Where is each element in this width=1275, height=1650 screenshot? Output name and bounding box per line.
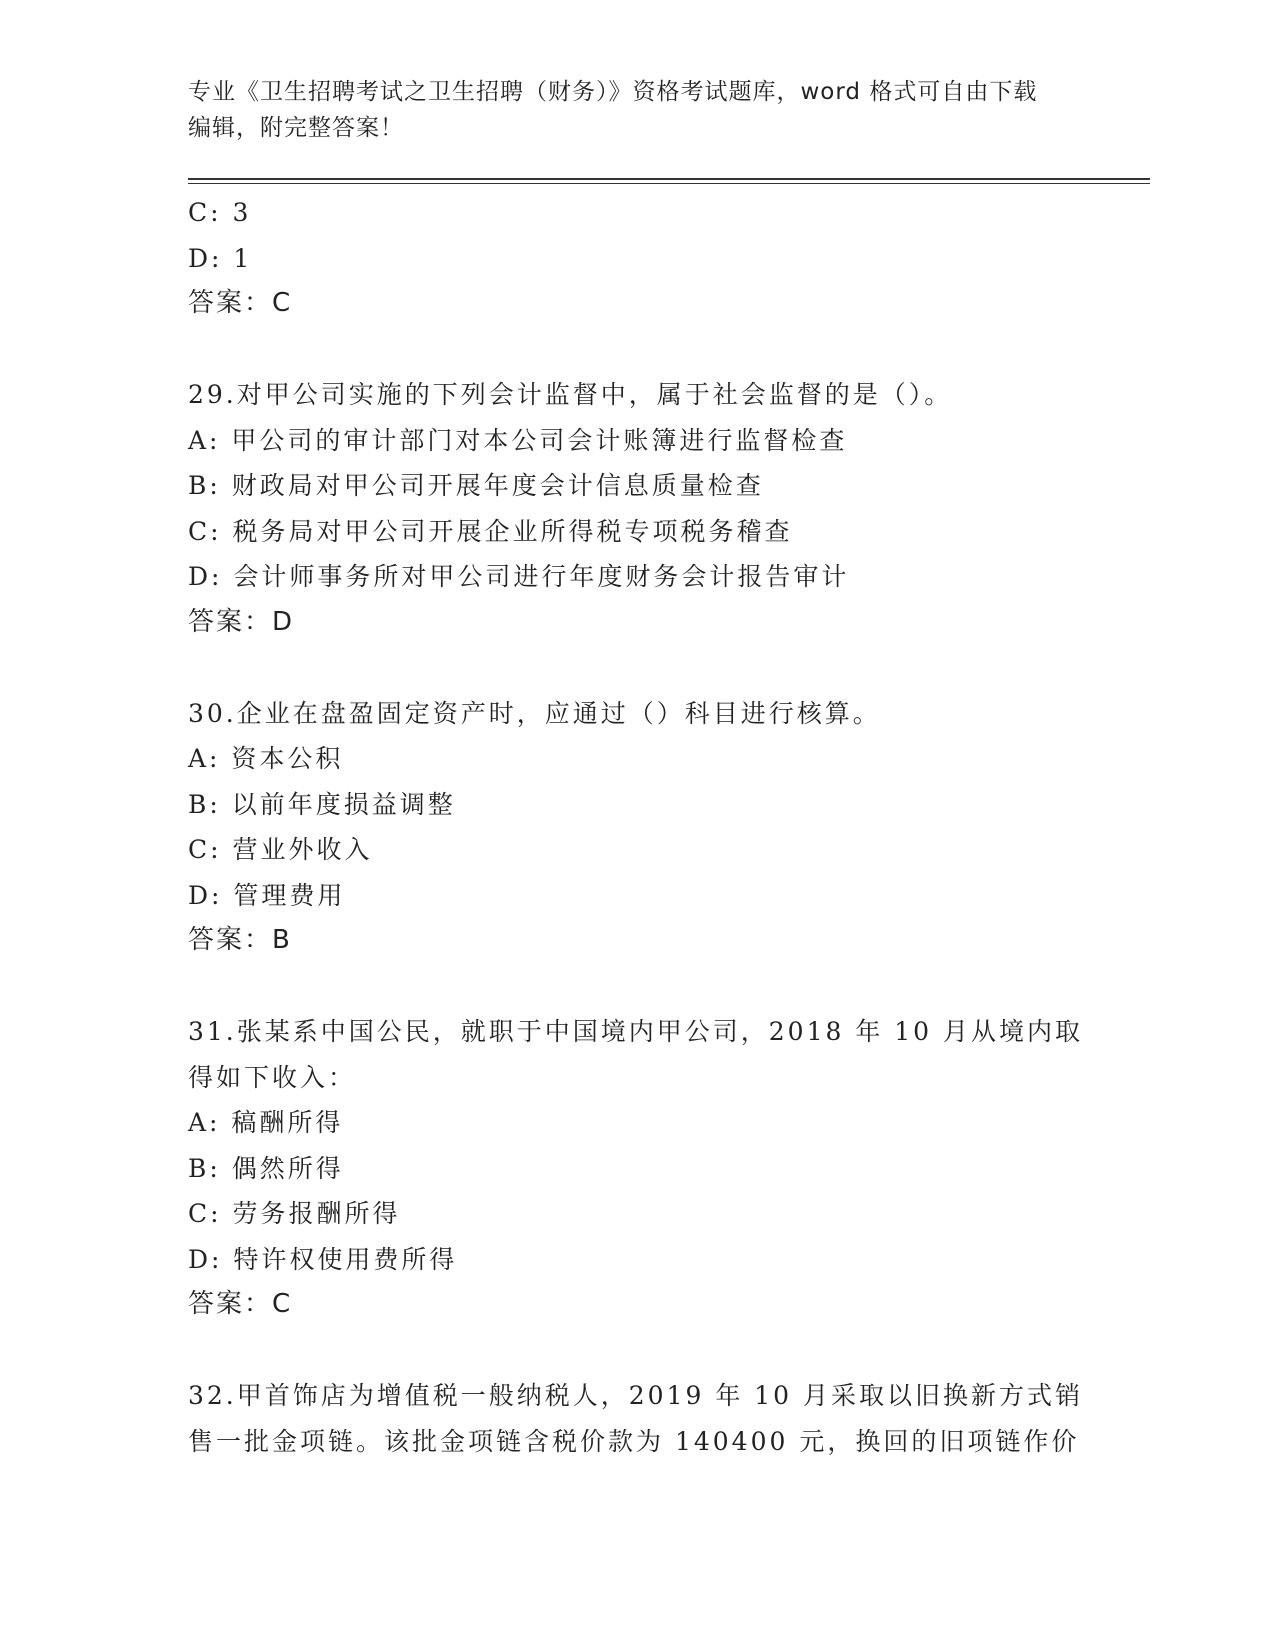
question-stem: 31.张某系中国公民，就职于中国境内甲公司，2018 年 10 月从境内取 [188,1017,1084,1046]
option-b: B: 财政局对甲公司开展年度会计信息质量检查 [188,471,764,500]
option-d: D: 管理费用 [188,880,346,910]
question-stem: 32.甲首饰店为增值税一般纳税人，2019 年 10 月采取以旧换新方式销 [188,1381,1084,1410]
question-stem-continued: 售一批金项链。该批金项链含税价款为 140400 元，换回的旧项链作价 [188,1426,1080,1456]
option-b: B: 偶然所得 [188,1153,344,1183]
header-divider-thick [188,178,1150,180]
option-c: C: 劳务报酬所得 [188,1199,401,1228]
document-header [188,74,1068,146]
answer: 答案：C [188,1289,293,1319]
option-a: A: 资本公积 [188,744,344,773]
header-line-1: 专业《卫生招聘考试之卫生招聘（财务）》资格考试题库，word 格式可自由下载 [188,79,1038,105]
question-30 [188,691,1088,964]
question-list [188,190,1088,1464]
header-divider-thin [188,183,1150,184]
option-d: D: 会计师事务所对甲公司进行年度财务会计报告审计 [188,562,850,591]
answer: 答案：D [188,606,295,637]
option-c: C: 3 [188,198,252,227]
option-a: A: 稿酬所得 [188,1108,344,1137]
previous-question-tail [188,190,1088,327]
question-stem-continued: 得如下收入： [188,1062,357,1092]
question-stem: 30.企业在盘盈固定资产时，应通过（）科目进行核算。 [188,698,881,728]
question-31 [188,1009,1088,1328]
option-a: A: 甲公司的审计部门对本公司会计账簿进行监督检查 [188,425,848,455]
option-b: B: 以前年度损益调整 [188,789,456,819]
header-line-2: 编辑，附完整答案！ [188,115,404,141]
option-c: C: 税务局对甲公司开展企业所得税专项税务稽查 [188,516,793,546]
option-d: D: 特许权使用费所得 [188,1244,458,1274]
option-d: D: 1 [188,243,253,273]
question-29 [188,372,1088,645]
answer: 答案：B [188,925,292,955]
answer: 答案：C [188,288,293,318]
question-32 [188,1373,1088,1464]
question-stem: 29.对甲公司实施的下列会计监督中，属于社会监督的是（）。 [188,380,953,409]
option-c: C: 营业外收入 [188,835,373,864]
